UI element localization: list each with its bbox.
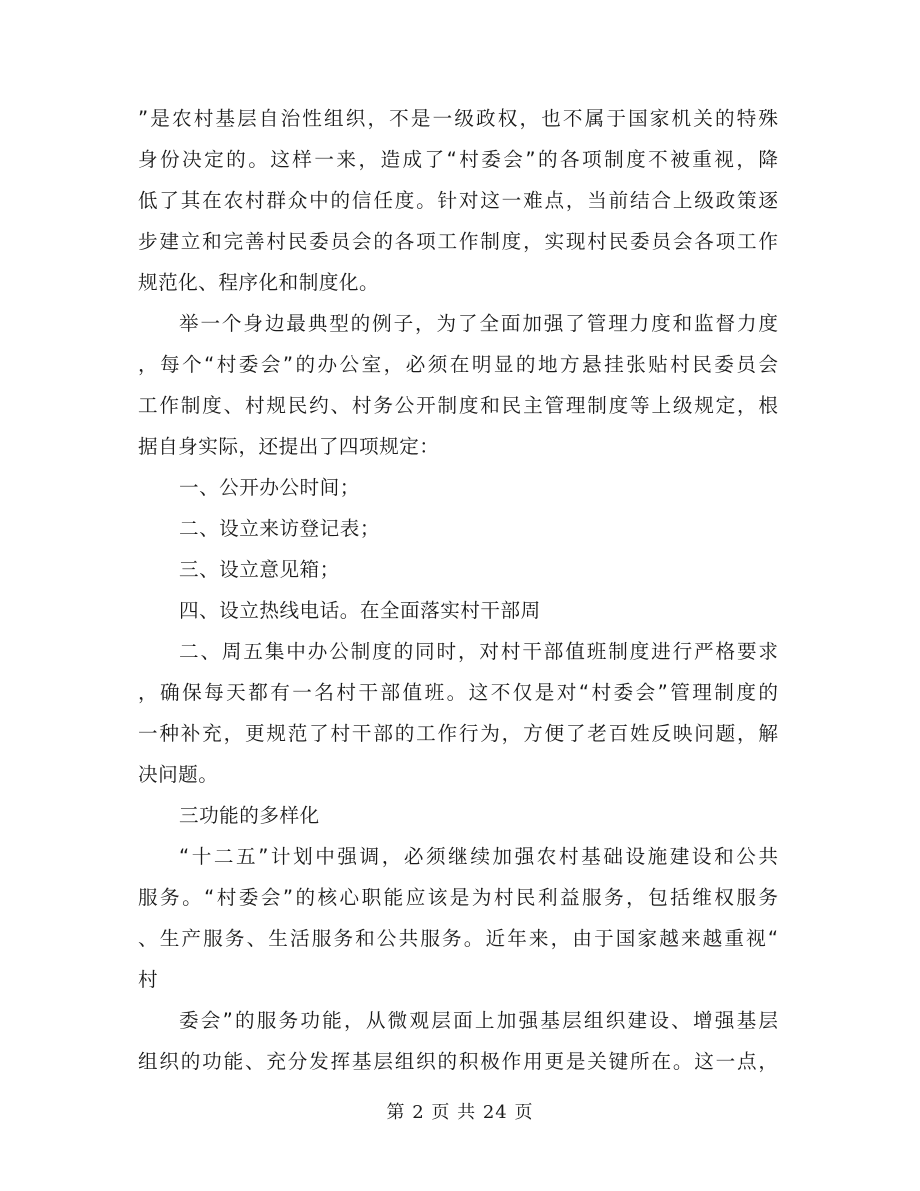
text-line: 步建立和完善村民委员会的各项工作制度，实现村民委员会各项工作: [138, 230, 778, 253]
section-heading: 三功能的多样化: [179, 804, 320, 827]
text-line: ”是农村基层自治性组织，不是一级政权，也不属于国家机关的特殊: [138, 107, 778, 130]
text-line: 举一个身边最典型的例子，为了全面加强了管理力度和监督力度: [179, 312, 778, 335]
text-line: 二、周五集中办公制度的同时，对村干部值班制度进行严格要求: [179, 640, 778, 663]
document-body: [138, 98, 778, 1082]
text-line: 村: [138, 968, 159, 991]
text-line: 据自身实际，还提出了四项规定：: [138, 435, 440, 458]
text-line: 委会”的服务功能，从微观层面上加强基层组织建设、增强基层: [179, 1009, 778, 1032]
text-line: ，每个“村委会”的办公室，必须在明显的地方悬挂张贴村民委员会: [138, 353, 778, 376]
text-line: 、生产服务、生活服务和公共服务。近年来，由于国家越来越重视“: [138, 927, 778, 950]
text-line: ，确保每天都有一名村干部值班。这不仅是对“村委会”管理制度的: [138, 681, 778, 704]
list-item: 四、设立热线电话。在全面落实村干部周: [179, 599, 541, 622]
text-line: 组织的功能、充分发挥基层组织的积极作用更是关键所在。这一点，: [138, 1050, 778, 1073]
list-item: 三、设立意见箱；: [179, 558, 340, 581]
text-line: “十二五”计划中强调，必须继续加强农村基础设施建设和公共: [179, 845, 778, 868]
list-item: 二、设立来访登记表；: [179, 517, 380, 540]
text-line: 服务。“村委会”的核心职能应该是为村民利益服务，包括维权服务: [138, 886, 778, 909]
text-line: 低了其在农村群众中的信任度。针对这一难点，当前结合上级政策逐: [138, 189, 778, 212]
page-footer: [0, 1098, 920, 1124]
list-item: 一、公开办公时间；: [179, 476, 360, 499]
page-number-label: 第 2 页 共 24 页: [386, 1102, 534, 1123]
text-line: 身份决定的。这样一来，造成了“村委会”的各项制度不被重视，降: [138, 148, 778, 171]
text-line: 决问题。: [138, 763, 219, 786]
text-line: 工作制度、村规民约、村务公开制度和民主管理制度等上级规定，根: [138, 394, 778, 417]
text-line: 规范化、程序化和制度化。: [138, 271, 380, 294]
text-line: 一种补充，更规范了村干部的工作行为，方便了老百姓反映问题，解: [138, 722, 778, 745]
